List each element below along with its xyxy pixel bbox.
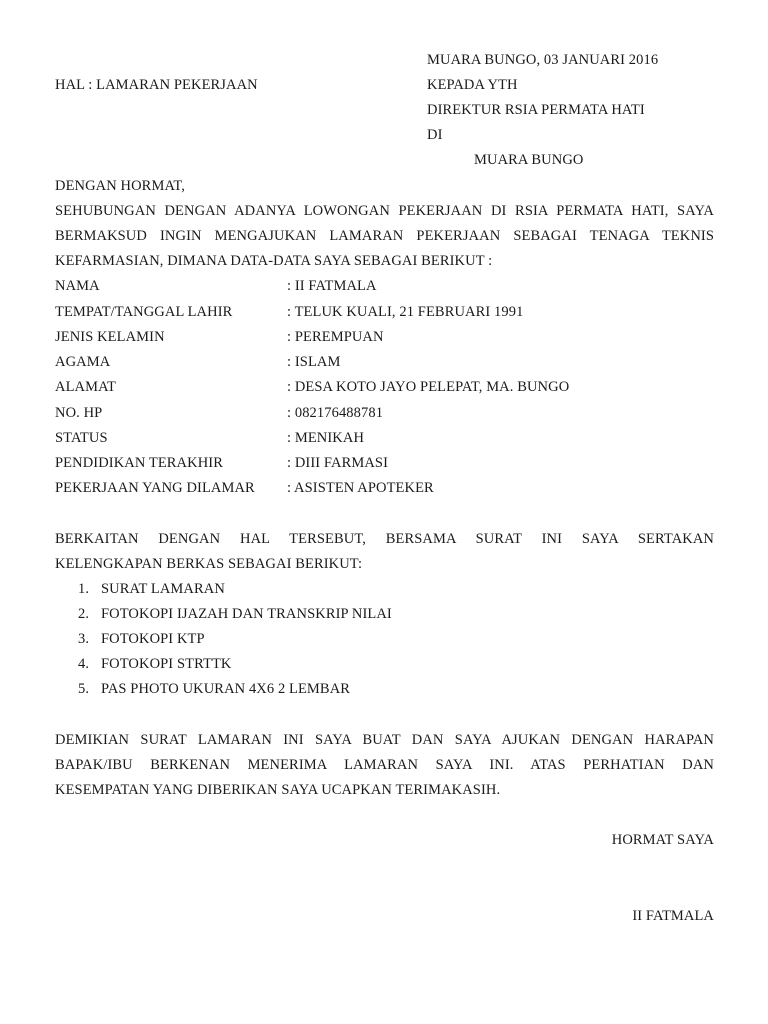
intro-line-3: KEFARMASIAN, DIMANA DATA-DATA SAYA SEBAGAI BERIKUT : <box>55 253 493 269</box>
list-item: PAS PHOTO UKURAN 4X6 2 LEMBAR <box>101 681 351 697</box>
list-item-number: 1. <box>78 581 90 597</box>
data-label-religion: AGAMA <box>55 354 111 370</box>
data-label-education: PENDIDIKAN TERAKHIR <box>55 455 223 471</box>
data-label-status: STATUS <box>55 430 108 446</box>
data-value-name: : II FATMALA <box>287 278 377 294</box>
intro-line-2: BERMAKSUD INGIN MENGAJUKAN LAMARAN PEKERJAAN SEBAGAI TENAGA TEKNIS <box>55 228 714 244</box>
recipient-line-2: DIREKTUR RSIA PERMATA HATI <box>427 102 645 118</box>
data-value-gender: : PEREMPUAN <box>287 329 384 345</box>
closing-line-2: BAPAK/IBU BERKENAN MENERIMA LAMARAN SAYA INI. ATAS PERHATIAN DAN <box>55 757 714 773</box>
closing-line-3: KESEMPATAN YANG DIBERIKAN SAYA UCAPKAN TERIMAKASIH. <box>55 782 501 798</box>
attachments-intro-line-1: BERKAITAN DENGAN HAL TERSEBUT, BERSAMA SURAT INI SAYA SERTAKAN <box>55 531 714 547</box>
signature-name: II FATMALA <box>632 908 714 924</box>
data-label-phone: NO. HP <box>55 405 103 421</box>
data-value-education: : DIII FARMASI <box>287 455 389 471</box>
list-item: FOTOKOPI IJAZAH DAN TRANSKRIP NILAI <box>101 606 392 622</box>
data-value-position: : ASISTEN APOTEKER <box>287 480 434 496</box>
place-date: MUARA BUNGO, 03 JANUARI 2016 <box>427 52 659 68</box>
closing-line-1: DEMIKIAN SURAT LAMARAN INI SAYA BUAT DAN SAYA AJUKAN DENGAN HARAPAN <box>55 732 714 748</box>
list-item-number: 4. <box>78 656 90 672</box>
list-item-number: 3. <box>78 631 90 647</box>
list-item-number: 2. <box>78 606 90 622</box>
intro-line-1: SEHUBUNGAN DENGAN ADANYA LOWONGAN PEKERJAAN DI RSIA PERMATA HATI, SAYA <box>55 203 714 219</box>
data-label-address: ALAMAT <box>55 379 117 395</box>
recipient-line-3: DI <box>427 127 443 143</box>
data-value-religion: : ISLAM <box>287 354 341 370</box>
signoff: HORMAT SAYA <box>611 832 714 848</box>
list-item: FOTOKOPI STRTTK <box>101 656 232 672</box>
data-label-position: PEKERJAAN YANG DILAMAR <box>55 480 255 496</box>
data-value-status: : MENIKAH <box>287 430 365 446</box>
list-item: SURAT LAMARAN <box>101 581 225 597</box>
data-value-phone: : 082176488781 <box>287 405 384 421</box>
data-label-birth: TEMPAT/TANGGAL LAHIR <box>55 304 233 320</box>
list-item-number: 5. <box>78 681 90 697</box>
greeting: DENGAN HORMAT, <box>55 178 186 194</box>
list-item: FOTOKOPI KTP <box>101 631 205 647</box>
data-value-birth: : TELUK KUALI, 21 FEBRUARI 1991 <box>287 304 524 320</box>
attachments-intro-line-2: KELENGKAPAN BERKAS SEBAGAI BERIKUT: <box>55 556 363 572</box>
recipient-line-4: MUARA BUNGO <box>474 152 584 168</box>
subject-line: HAL : LAMARAN PEKERJAAN <box>55 77 258 93</box>
data-value-address: : DESA KOTO JAYO PELEPAT, MA. BUNGO <box>287 379 570 395</box>
data-label-name: NAMA <box>55 278 100 294</box>
recipient-line-1: KEPADA YTH <box>427 77 518 93</box>
data-label-gender: JENIS KELAMIN <box>55 329 165 345</box>
